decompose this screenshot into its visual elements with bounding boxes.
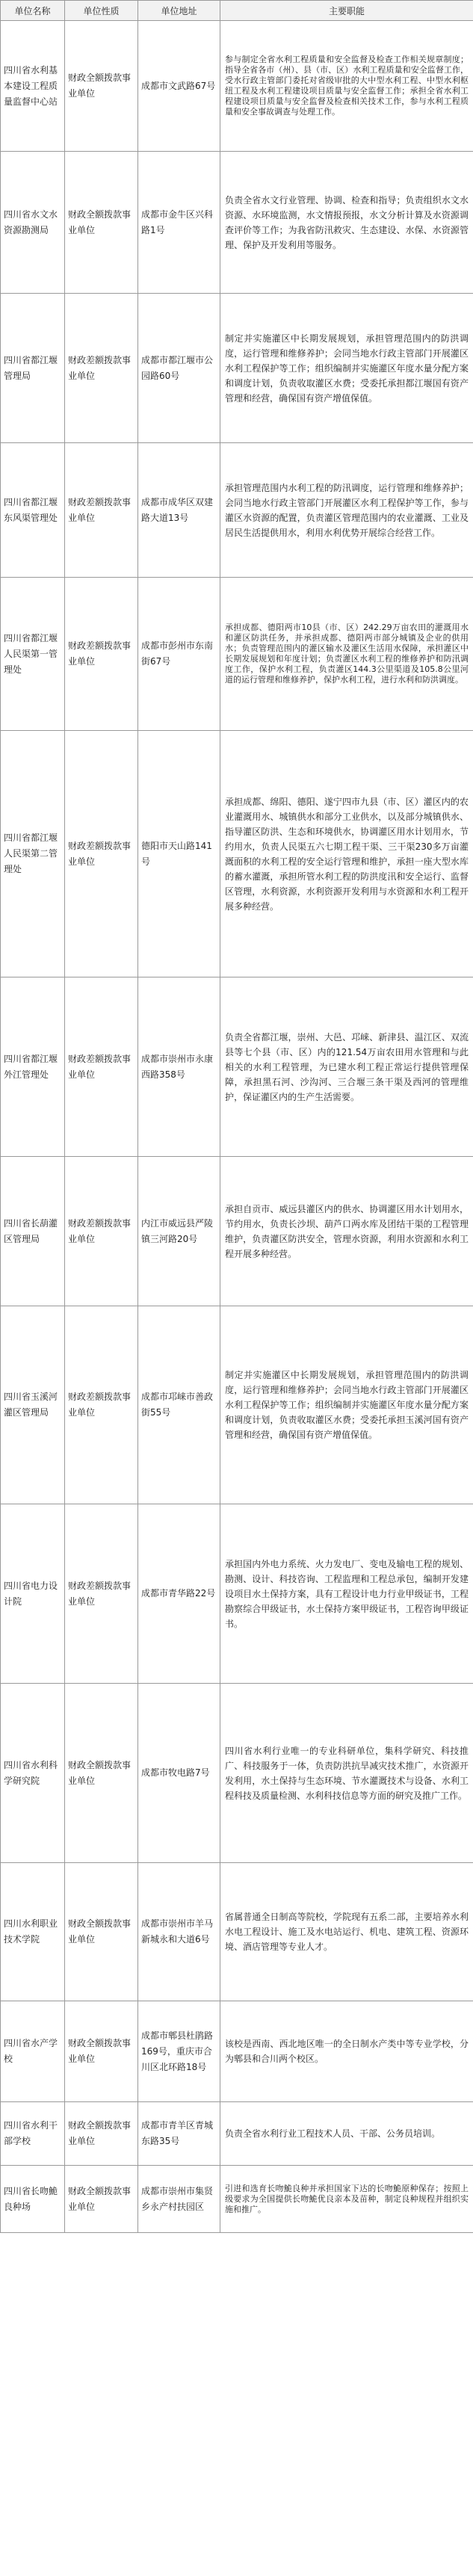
unit-address: 内江市威远县严陵镇三河路20号 [138, 1157, 220, 1306]
table-row [1, 578, 473, 731]
unit-address: 成都市牧电路7号 [138, 1684, 220, 1863]
unit-duty: 参与制定全省水利工程质量和安全监督及检查工作相关规章制度；指导全省各市（州）、县（市、区）水利工程质量和安全监督工作，受水行政主管部门委托对省级审批的大中型水利工程、中型水利枢纽工程及水利工程建设项目质量与安全监督工作；承担全省水利工程建设项目质量与安全监督及检查相关技术工作，参与水利工程质量和安全事故调查与处理工作。 [220, 21, 473, 152]
unit-nature: 财政全额拨款事业单位 [65, 152, 138, 294]
unit-address: 成都市青华路22号 [138, 1504, 220, 1684]
table-row [1, 1863, 473, 2001]
header-name: 单位名称 [1, 1, 65, 21]
table-row [1, 2001, 473, 2102]
unit-duty: 负责全省水文行业管理、协调、检查和指导；负责组织水文水资源、水环境监测，水文情报预报，水文分析计算及水资源调查评价等工作；为我省防汛救灾、生态建设、水保、水资源管理、保护及开发利用等服务。 [220, 152, 473, 294]
unit-name: 四川省长葫灌区管理局 [1, 1157, 65, 1306]
unit-address: 成都市邛崃市善政街55号 [138, 1306, 220, 1504]
unit-nature: 财政差额拨款事业单位 [65, 443, 138, 578]
unit-name: 四川省水利基本建设工程质量监督中心站 [1, 21, 65, 152]
unit-name: 四川省电力设计院 [1, 1504, 65, 1684]
unit-duty: 四川省水利行业唯一的专业科研单位，集科学研究、科技推广、科技服务于一体，负责防洪抗旱减灾技术推广，水资源开发利用，水土保持与生态环境、节水灌溉技术与设备、水利工程科技及质量检测、水利科技信息等方面的研究及推广工作。 [220, 1684, 473, 1863]
table-row [1, 1306, 473, 1504]
header-duty: 主要职能 [220, 1, 473, 21]
unit-nature: 财政全额拨款事业单位 [65, 2102, 138, 2166]
unit-address: 成都市文武路67号 [138, 21, 220, 152]
unit-address: 成都市崇州市永康西路358号 [138, 977, 220, 1157]
unit-nature: 财政差额拨款事业单位 [65, 977, 138, 1157]
unit-nature: 财政差额拨款事业单位 [65, 731, 138, 977]
header-address: 单位地址 [138, 1, 220, 21]
table-row [1, 977, 473, 1157]
unit-nature: 财政差额拨款事业单位 [65, 578, 138, 731]
unit-name: 四川省都江堰人民渠第一管理处 [1, 578, 65, 731]
unit-duty: 承担管理范围内水利工程的防汛调度，运行管理和维修养护；会同当地水行政主管部门开展灌区水利工程保护等工作，参与灌区水资源的配置，负责灌区管理范围内的农业灌溉、工业及居民生活提供用水，利用水利优势开展综合经营工作。 [220, 443, 473, 578]
unit-nature: 财政全额拨款事业单位 [65, 1684, 138, 1863]
table-row [1, 2166, 473, 2233]
table-row [1, 294, 473, 443]
unit-address: 成都市崇州市羊马新城永和大道6号 [138, 1863, 220, 2001]
unit-nature: 财政全额拨款事业单位 [65, 2166, 138, 2233]
unit-name: 四川省都江堰人民渠第二管理处 [1, 731, 65, 977]
unit-nature: 财政全额拨款事业单位 [65, 21, 138, 152]
table-row [1, 443, 473, 578]
unit-duty: 承担成都、绵阳、德阳、遂宁四市九县（市、区）灌区内的农业灌溉用水、城镇供水和部分工业供水，以及部分城镇供水、指导灌区防洪、生态和环境供水，协调灌区用水计划用水，节约用水，负责人民渠五六七期工程干渠、三干渠230多万亩灌溉面积的水利工程的安全运行管理和维护，承担一座大型水库的蓄水灌溉，承担所管水利工程的防洪度汛和安全运行、监督区管理，水利资源，水利资源开发利用与水资源和水利工程开展多种经营。 [220, 731, 473, 977]
unit-duty: 制定并实施灌区中长期发展规划，承担管理范围内的防洪调度，运行管理和维修养护；会同当地水行政主管部门开展灌区水利工程保护等工作；组织编制并实施灌区年度水量分配方案和调度计划，负责收取灌区水费；受委托承担玉溪河国有资产管理和经营，确保国有资产增值保值。 [220, 1306, 473, 1504]
unit-name: 四川省都江堰管理局 [1, 294, 65, 443]
unit-name: 四川水利职业技术学院 [1, 1863, 65, 2001]
unit-name: 四川省水利科学研究院 [1, 1684, 65, 1863]
unit-nature: 财政全额拨款事业单位 [65, 2001, 138, 2102]
table-row [1, 1504, 473, 1684]
unit-address: 成都市都江堰市公园路60号 [138, 294, 220, 443]
unit-nature: 财政差额拨款事业单位 [65, 1504, 138, 1684]
unit-duty: 该校是西南、西北地区唯一的全日制水产类中等专业学校，分为郫县和合川两个校区。 [220, 2001, 473, 2102]
unit-name: 四川省都江堰东风渠管理处 [1, 443, 65, 578]
unit-address: 德阳市天山路141号 [138, 731, 220, 977]
unit-nature: 财政差额拨款事业单位 [65, 294, 138, 443]
unit-address: 成都市郫县杜鹃路169号，重庆市合川区北环路18号 [138, 2001, 220, 2102]
unit-duty: 承担成都、德阳两市10县（市、区）242.29万亩农田的灌溉用水和灌区防洪任务，并承担成都、德阳两市部分城镇及企业的供用水；负责管理范围内的灌区输水及灌区生活用水保障，承担灌区中长期发展规划和年度计划；负责灌区水利工程的维修养护和防汛调度工作，保护水利工程，负责灌区144.3公里渠道及105.8公里河道的运行管理和维修养护，保护水利工程，进行水利和防洪调度。 [220, 578, 473, 731]
header-nature: 单位性质 [65, 1, 138, 21]
unit-duty: 负责全省都江堰，崇州、大邑、邛崃、新津县、温江区、双流县等七个县（市、区）内的121.54万亩农田用水管理和与此相关的水利工程管理，为已建水利工程正常运行提供管理保障，承担黑石河、沙沟河、三合堰三条干渠及西河的管理维护，保证灌区内的生产生活需要。 [220, 977, 473, 1157]
table-row [1, 731, 473, 977]
unit-nature: 财政全额拨款事业单位 [65, 1863, 138, 2001]
unit-name: 四川省水产学校 [1, 2001, 65, 2102]
unit-duty: 省属普通全日制高等院校，学院现有五系二部，主要培养水利水电工程设计、施工及水电站运行、机电、建筑工程、资源环境、酒店管理等专业人才。 [220, 1863, 473, 2001]
unit-address: 成都市彭州市东南街67号 [138, 578, 220, 731]
unit-name: 四川省水利干部学校 [1, 2102, 65, 2166]
unit-duty: 承担国内外电力系统、火力发电厂、变电及输电工程的规划、勘测、设计、科技咨询、工程监理和工程总承包，编制开发建设项目水土保持方案，具有工程设计电力行业甲级证书，工程勘察综合甲级证书，水土保持方案甲级证书，工程咨询甲级证书。 [220, 1504, 473, 1684]
unit-address: 成都市崇州市集贤乡永产村扶园区 [138, 2166, 220, 2233]
unit-nature: 财政差额拨款事业单位 [65, 1157, 138, 1306]
table-row [1, 1684, 473, 1863]
table-row [1, 2102, 473, 2166]
table-row [1, 21, 473, 152]
unit-name: 四川省水文水资源勘测局 [1, 152, 65, 294]
unit-name: 四川省都江堰外江管理处 [1, 977, 65, 1157]
table-row [1, 152, 473, 294]
unit-address: 成都市成华区双建路大道13号 [138, 443, 220, 578]
unit-name: 四川省长吻鮠良种场 [1, 2166, 65, 2233]
unit-name: 四川省玉溪河灌区管理局 [1, 1306, 65, 1504]
table-row [1, 1157, 473, 1306]
unit-nature: 财政差额拨款事业单位 [65, 1306, 138, 1504]
unit-address: 成都市青羊区青城东路35号 [138, 2102, 220, 2166]
unit-duty: 负责全省水利行业工程技术人员、干部、公务员培训。 [220, 2102, 473, 2166]
unit-duty: 承担自贡市、威远县灌区内的供水、协调灌区用水计划用水，节约用水，负责长沙坝、葫芦口两水库及团结干渠的工程管理维护，负责灌区防洪安全，管理水资源，利用水资源和水利工程开展多种经营。 [220, 1157, 473, 1306]
unit-duty: 引进和选育长吻鮠良种并承担国家下达的长吻鮠原种保存；按照上级要求为全国提供长吻鮠优良亲本及苗种，制定良种规程并组织实施和推广。 [220, 2166, 473, 2233]
unit-duty: 制定并实施灌区中长期发展规划，承担管理范围内的防洪调度，运行管理和维修养护；会同当地水行政主管部门开展灌区水利工程保护等工作；组织编制并实施灌区年度水量分配方案和调度计划，负责收取灌区水费；受委托承担都江堰国有资产管理和经营，确保国有资产增值保值。 [220, 294, 473, 443]
unit-address: 成都市金牛区兴科路1号 [138, 152, 220, 294]
header-row [1, 1, 473, 21]
